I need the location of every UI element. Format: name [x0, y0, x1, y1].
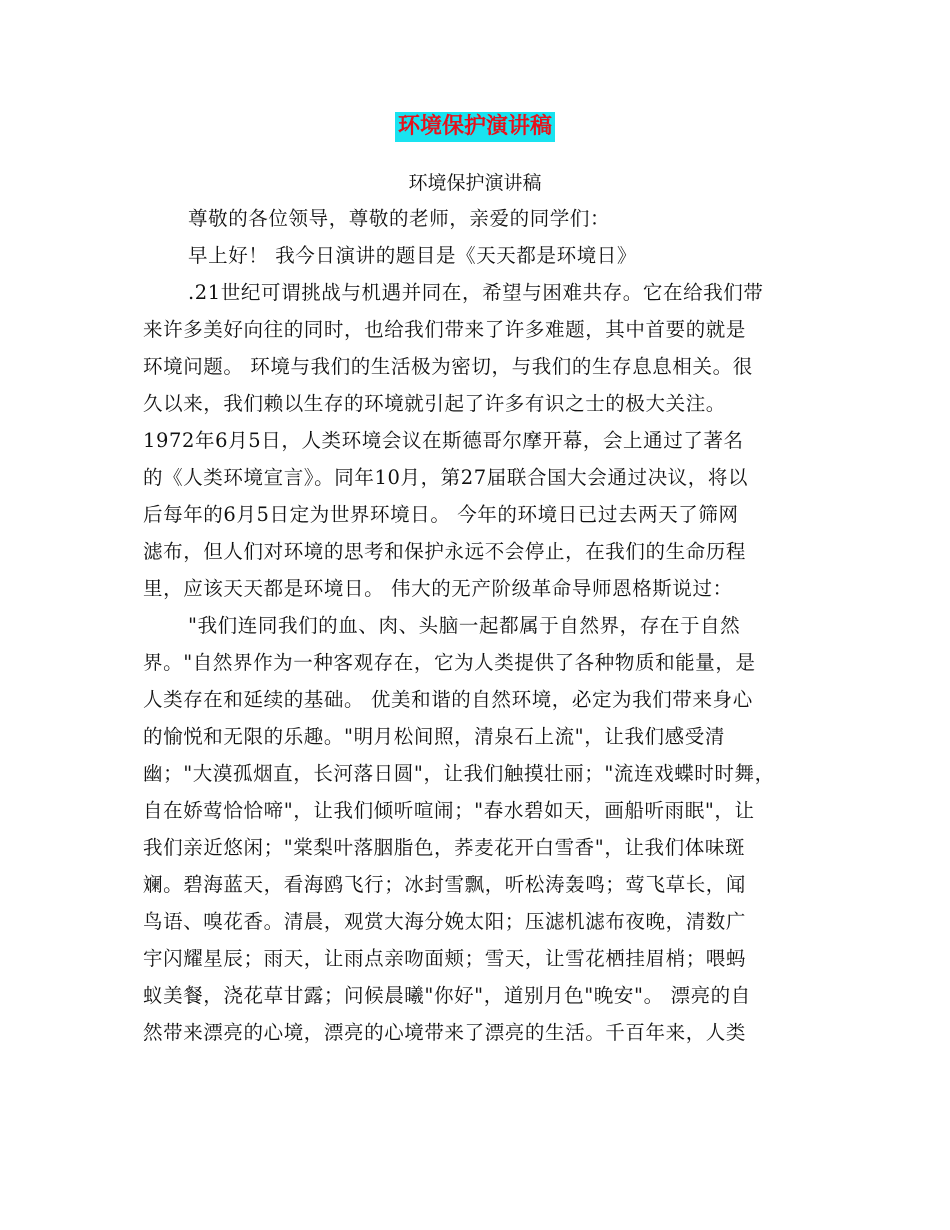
- paragraph-line: 的《人类环境宣言》。同年10月，第27届联合国大会通过决议，将以: [143, 466, 749, 489]
- paragraph-line: 人类存在和延续的基础。 优美和谐的自然环境，必定为我们带来身心: [143, 688, 753, 711]
- paragraph-line: 环境问题。 环境与我们的生活极为密切，与我们的生存息息相关。很: [143, 355, 753, 378]
- paragraph-line: 后每年的6月5日定为世界环境日。 今年的环境日已过去两天了筛网: [143, 503, 739, 526]
- paragraph-line: 然带来漂亮的心境，漂亮的心境带来了漂亮的生活。千百年来，人类: [143, 1021, 747, 1044]
- document-subtitle: 环境保护演讲稿: [408, 172, 542, 194]
- document-title: 环境保护演讲稿: [395, 112, 555, 142]
- paragraph-line: 1972年6月5日，人类环境会议在斯德哥尔摩开幕，会上通过了著名: [143, 429, 744, 452]
- paragraph-line: 蚁美餐，浇花草甘露；问候晨曦"你好"，道别月色"晚安"。 漂亮的自: [143, 984, 751, 1007]
- paragraph-line: 的愉悦和无限的乐趣。"明月松间照，清泉石上流"，让我们感受清: [143, 725, 725, 748]
- paragraph-line: 幽；"大漠孤烟直，长河落日圆"，让我们触摸壮丽；"流连戏蝶时时舞，: [143, 762, 775, 785]
- paragraph-line: 我们亲近悠闲；"棠梨叶落胭脂色，荞麦花开白雪香"，让我们体味斑: [143, 836, 746, 859]
- paragraph-line: 自在娇莺恰恰啼"，让我们倾听喧闹；"春水碧如天，画船听雨眠"，让: [143, 799, 755, 822]
- paragraph-line: 鸟语、嗅花香。清晨，观赏大海分娩太阳；压滤机滤布夜晚，清数广: [143, 910, 747, 933]
- paragraph-line: 久以来，我们赖以生存的环境就引起了许多有识之士的极大关注。: [143, 392, 726, 415]
- paragraph-line: 滤布，但人们对环境的思考和保护永远不会停止，在我们的生命历程: [143, 540, 747, 563]
- paragraph-line: "我们连同我们的血、肉、头脑一起都属于自然界，存在于自然: [188, 614, 741, 637]
- title-container: [0, 112, 950, 142]
- paragraph-line: 斓。碧海蓝天，看海鸥飞行；冰封雪飘，听松涛轰鸣；莺飞草长，闻: [143, 873, 747, 896]
- paragraph-line: 界。"自然界作为一种客观存在，它为人类提供了各种物质和能量，是: [143, 651, 756, 674]
- paragraph-line: 里，应该天天都是环境日。 伟大的无产阶级革命导师恩格斯说过：: [143, 577, 733, 600]
- opening-line: 早上好！ 我今日演讲的题目是《天天都是环境日》: [188, 244, 637, 267]
- paragraph-line: 宇闪耀星辰；雨天，让雨点亲吻面颊；雪天，让雪花栖挂眉梢；喂蚂: [143, 947, 747, 970]
- paragraph-line: .21世纪可谓挑战与机遇并同在，希望与困难共存。它在给我们带: [188, 281, 764, 304]
- greeting-line: 尊敬的各位领导，尊敬的老师，亲爱的同学们：: [188, 207, 611, 230]
- paragraph-line: 来许多美好向往的同时，也给我们带来了许多难题，其中首要的就是: [143, 318, 747, 341]
